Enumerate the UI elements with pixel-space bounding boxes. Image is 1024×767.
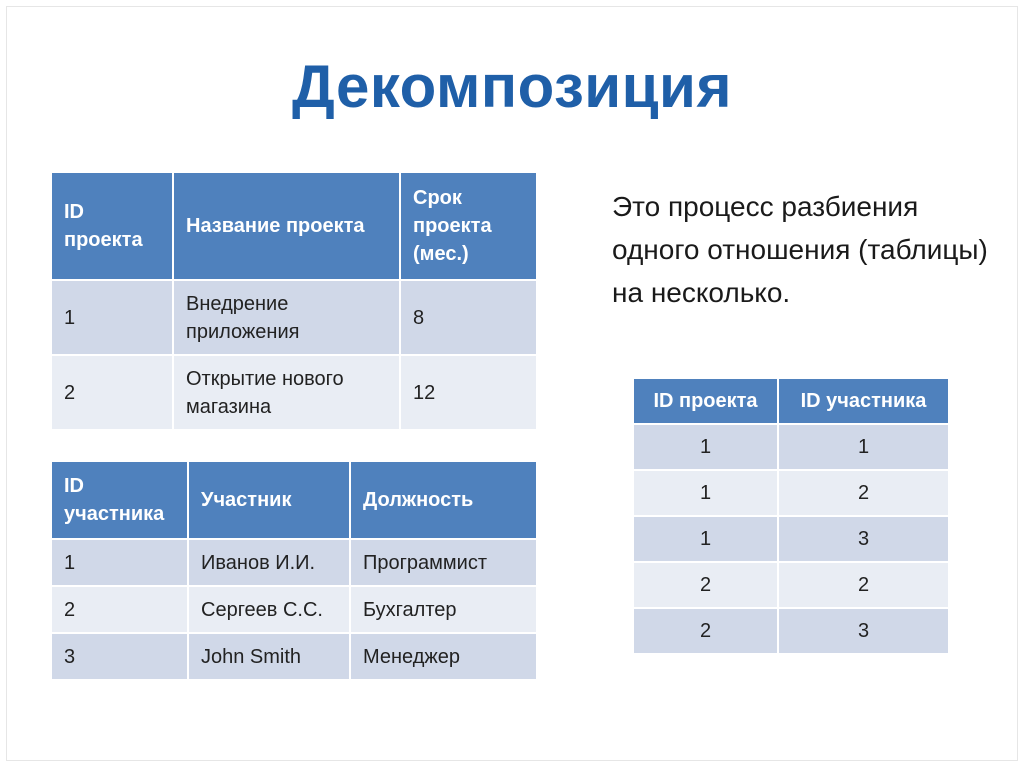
table-cell: 1 <box>633 470 778 516</box>
members-table <box>50 460 538 681</box>
slide-title: Декомпозиция <box>292 53 732 120</box>
table-row <box>51 586 537 633</box>
column-header-member-id: ID участника <box>51 461 188 539</box>
table-cell: 3 <box>778 608 949 654</box>
table-row <box>51 355 537 430</box>
column-header-member-position: Должность <box>350 461 537 539</box>
column-header-project-duration: Срок проекта (мес.) <box>400 172 537 280</box>
table-row <box>633 608 949 654</box>
table-cell: 2 <box>778 470 949 516</box>
table-cell: 2 <box>633 562 778 608</box>
table-row <box>51 539 537 586</box>
table-cell: John Smith <box>188 633 350 680</box>
column-header-project-id: ID проекта <box>51 172 173 280</box>
table-row <box>633 516 949 562</box>
table-row <box>51 280 537 355</box>
table-cell: 1 <box>633 516 778 562</box>
table-row <box>633 424 949 470</box>
table-cell: 1 <box>51 539 188 586</box>
column-header-member-id: ID участника <box>778 378 949 424</box>
table-cell: 1 <box>51 280 173 355</box>
table-cell: Менеджер <box>350 633 537 680</box>
table-cell: 8 <box>400 280 537 355</box>
table-cell: 12 <box>400 355 537 430</box>
table-cell: 2 <box>51 586 188 633</box>
column-header-member-name: Участник <box>188 461 350 539</box>
table-row <box>633 470 949 516</box>
table-cell: 1 <box>633 424 778 470</box>
table-row <box>633 562 949 608</box>
table-cell: 2 <box>778 562 949 608</box>
projects-table <box>50 171 538 431</box>
table-cell: Внедрение приложения <box>173 280 400 355</box>
table-cell: Программист <box>350 539 537 586</box>
table-cell: 2 <box>51 355 173 430</box>
project-member-link-table <box>632 377 950 655</box>
table-cell: Иванов И.И. <box>188 539 350 586</box>
column-header-project-id: ID проекта <box>633 378 778 424</box>
table-header-row <box>51 172 537 280</box>
table-cell: Бухгалтер <box>350 586 537 633</box>
table-cell: 1 <box>778 424 949 470</box>
table-cell: Сергеев С.С. <box>188 586 350 633</box>
table-header-row <box>51 461 537 539</box>
slide-description: Это процесс разбиения одного отношения (таблицы) на несколько. <box>612 191 988 308</box>
table-cell: Открытие нового магазина <box>173 355 400 430</box>
table-row <box>51 633 537 680</box>
table-header-row <box>633 378 949 424</box>
table-cell: 3 <box>778 516 949 562</box>
table-cell: 2 <box>633 608 778 654</box>
table-cell: 3 <box>51 633 188 680</box>
column-header-project-name: Название проекта <box>173 172 400 280</box>
